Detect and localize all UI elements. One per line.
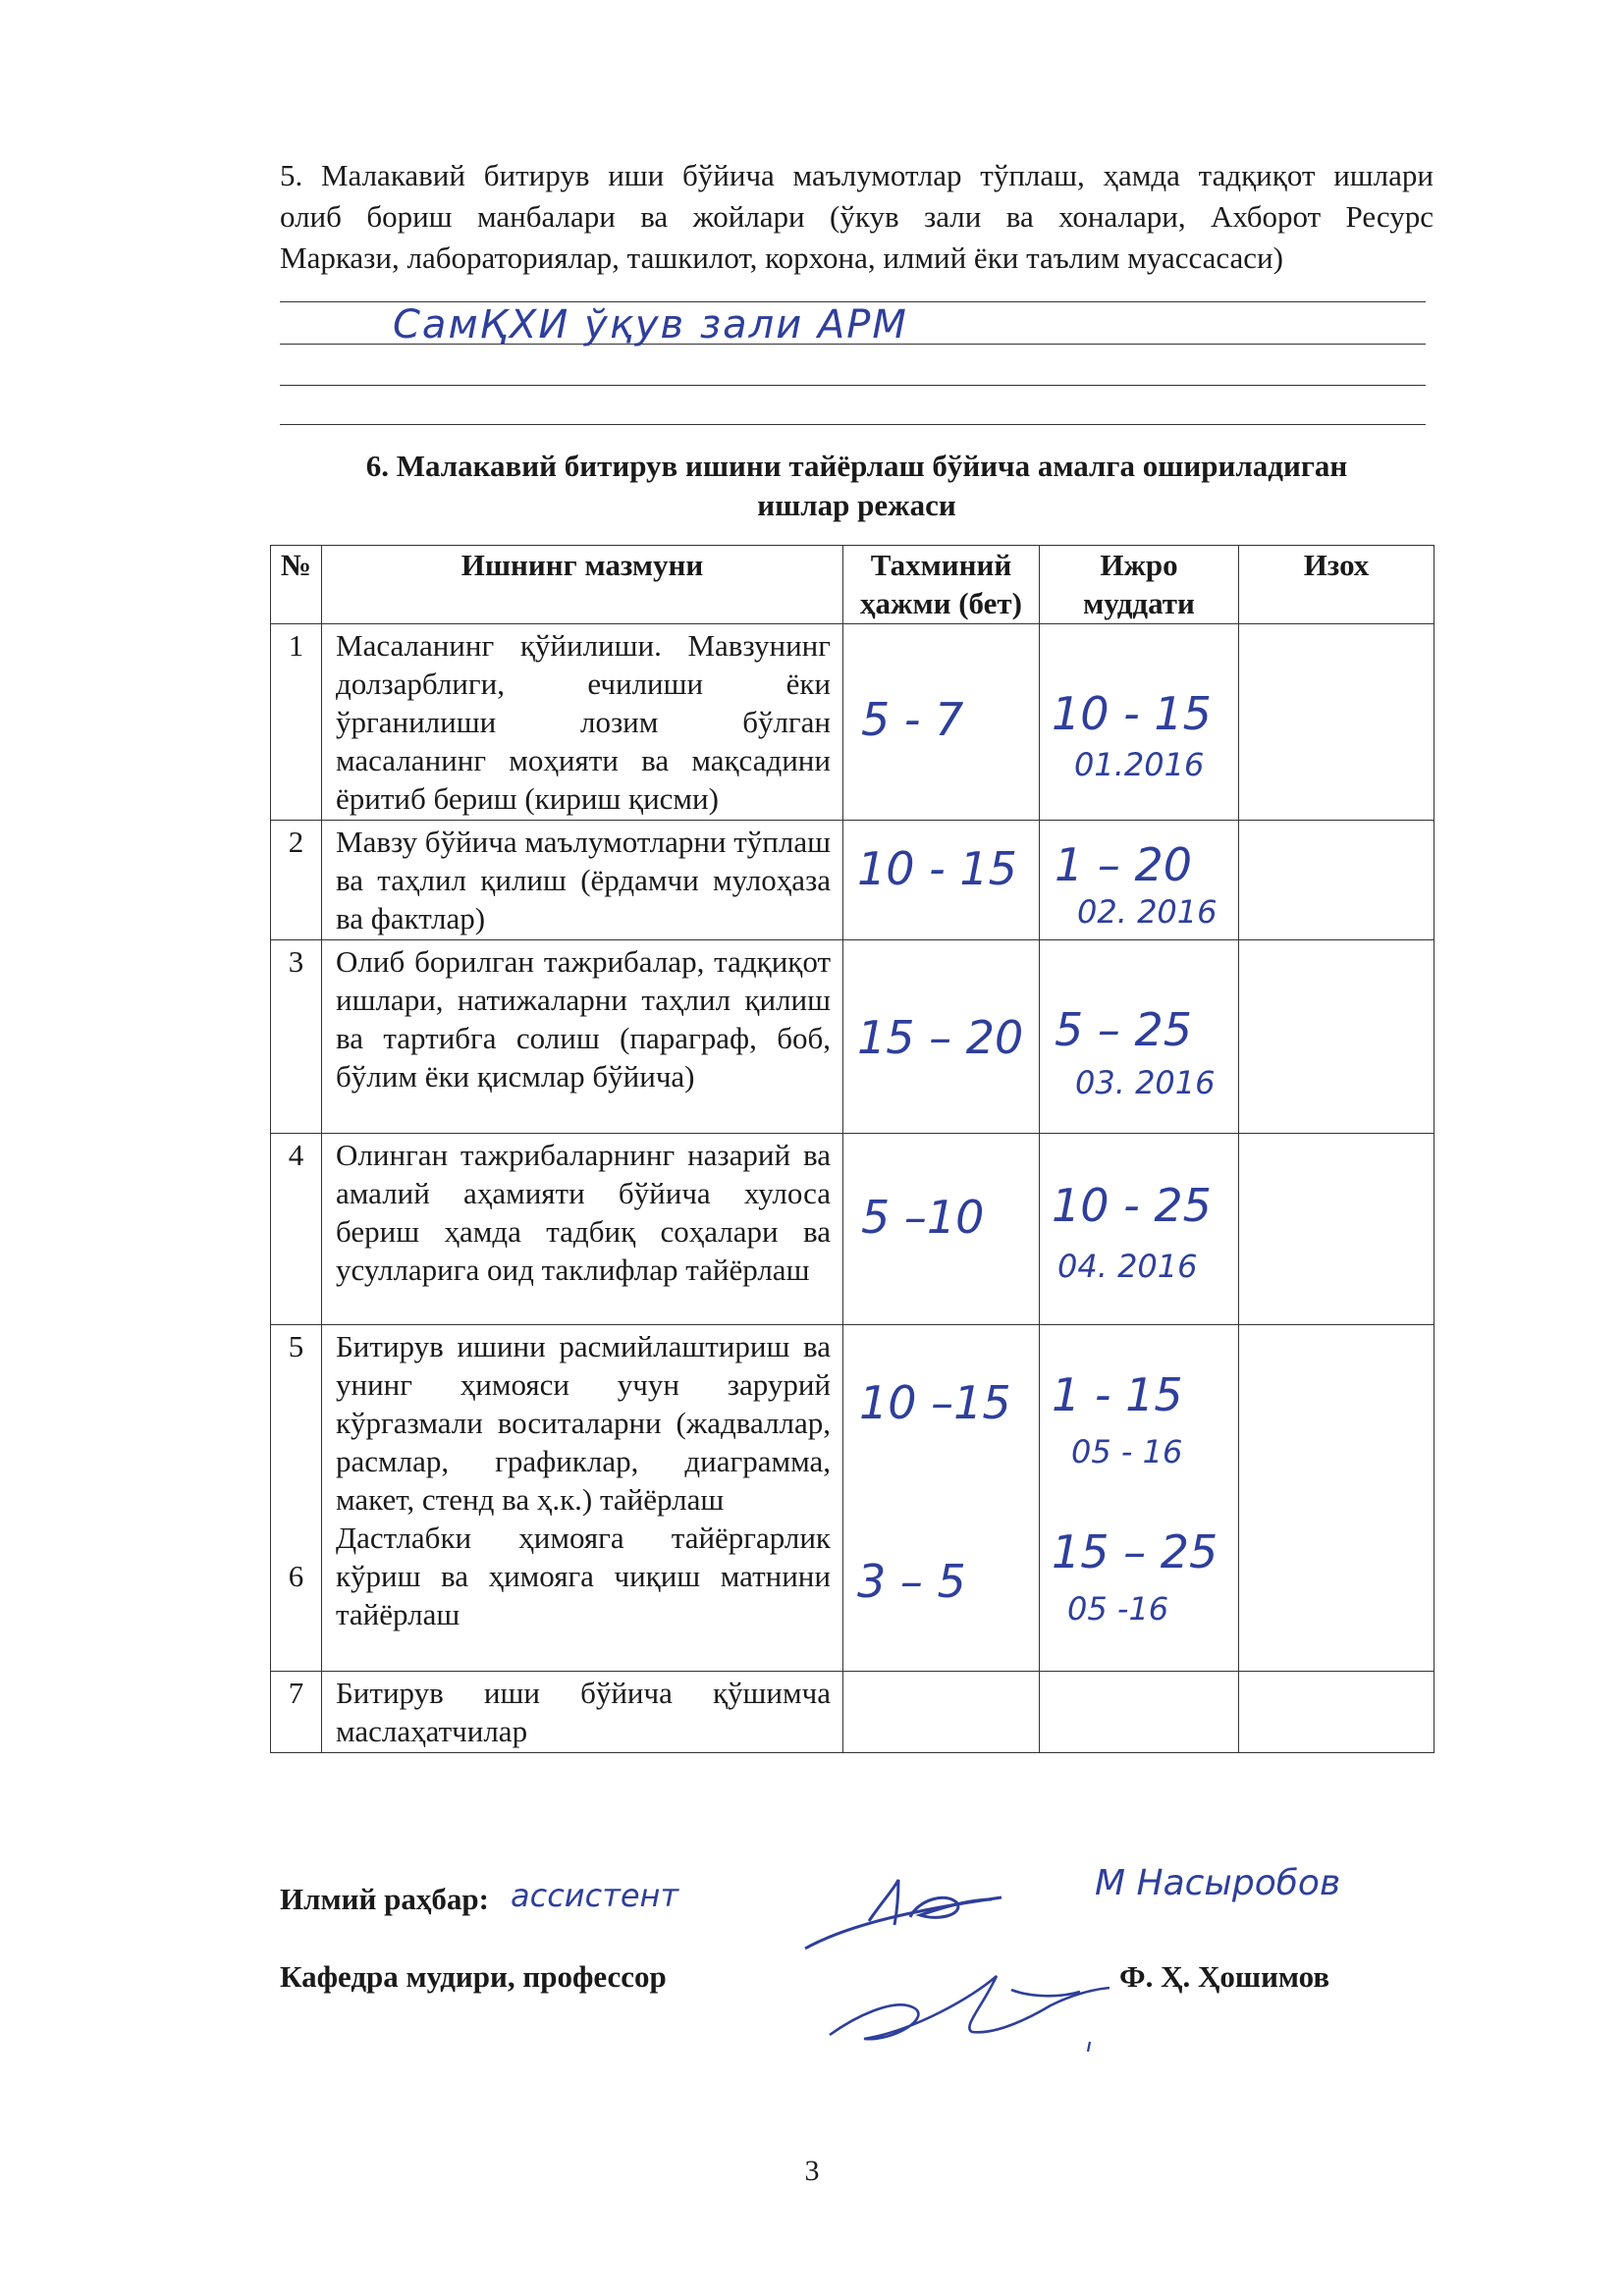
volume-handwritten: 15 – 20 bbox=[857, 1011, 1024, 1064]
head-label: Кафедра мудири, профессор bbox=[280, 1959, 667, 1994]
table-row bbox=[271, 1325, 1435, 1672]
header-note: Изох bbox=[1239, 546, 1435, 624]
row-volume bbox=[843, 1325, 1040, 1672]
row-num: 4 bbox=[271, 1134, 322, 1325]
deadline-range-handwritten: 1 – 20 bbox=[1055, 838, 1193, 891]
volume-handwritten-5: 10 –15 bbox=[859, 1376, 1011, 1429]
supervisor-label: Илмий раҳбар: bbox=[280, 1882, 489, 1916]
row-note bbox=[1239, 1325, 1435, 1672]
section-5-line: олиб бориш манбалари ва жойлари (ўкув зали ва хоналари, Ахборот Ресурс bbox=[280, 199, 1434, 234]
table-row bbox=[271, 940, 1435, 1134]
header-content: Ишнинг мазмуни bbox=[322, 546, 843, 624]
deadline-month-handwritten: 03. 2016 bbox=[1075, 1064, 1216, 1101]
row-deadline bbox=[1040, 1325, 1239, 1672]
row-deadline bbox=[1040, 624, 1239, 821]
row-deadline bbox=[1040, 821, 1239, 940]
header-volume bbox=[843, 546, 1040, 624]
row-deadline bbox=[1040, 1134, 1239, 1325]
head-signature bbox=[825, 1949, 1119, 2056]
deadline-range-handwritten: 10 - 25 bbox=[1052, 1179, 1212, 1232]
table-row bbox=[271, 1134, 1435, 1325]
supervisor-signature bbox=[800, 1870, 1016, 1958]
deadline-month-handwritten-6: 05 -16 bbox=[1067, 1590, 1169, 1628]
row-note bbox=[1239, 940, 1435, 1134]
row-num bbox=[271, 1325, 322, 1672]
deadline-month-handwritten: 01.2016 bbox=[1074, 746, 1205, 783]
row-text bbox=[322, 1325, 843, 1672]
supervisor-name-handwritten: М Насыробов bbox=[1095, 1863, 1341, 1903]
header-volume-line: Тахминий bbox=[870, 548, 1012, 582]
row-num: 2 bbox=[271, 821, 322, 940]
header-num: № bbox=[271, 546, 322, 624]
row-text: Битирув иши бўйича қўшимча маслаҳатчилар bbox=[322, 1672, 843, 1753]
row-text: Олиб борилган тажрибалар, тадқиқот ишлари, натижаларни таҳлил қилиш ва тартибга солиш (параграф, боб, бўлим ёки қисмлар бўйича) bbox=[322, 940, 843, 1134]
section-5-text bbox=[280, 155, 1434, 279]
row-note bbox=[1239, 821, 1435, 940]
row-volume bbox=[843, 1134, 1040, 1325]
row-num: 1 bbox=[271, 624, 322, 821]
handwritten-answer: СамҚХИ ўқув зали АРМ bbox=[393, 302, 908, 347]
deadline-month-handwritten: 04. 2016 bbox=[1057, 1248, 1198, 1285]
volume-handwritten: 5 - 7 bbox=[861, 693, 964, 746]
row-text-6: Дастлабки ҳимояга тайёргарлик кўриш ва ҳимояга чиқиш матнини тайёрлаш bbox=[336, 1521, 831, 1631]
row-note bbox=[1239, 1134, 1435, 1325]
row-volume bbox=[843, 940, 1040, 1134]
header-deadline-line: Ижро bbox=[1100, 548, 1178, 582]
deadline-month-handwritten-5: 05 - 16 bbox=[1071, 1433, 1183, 1470]
row-text: Масаланинг қўйилиши. Мавзунинг долзарблиги, ечилиши ёки ўрганилиши лозим бўлган масаланинг моҳияти ва мақсадини ёритиб бериш (кириш қисми) bbox=[322, 624, 843, 821]
row-volume bbox=[843, 1672, 1040, 1753]
header-deadline bbox=[1040, 546, 1239, 624]
answer-line bbox=[280, 424, 1426, 425]
deadline-range-handwritten-6: 15 – 25 bbox=[1052, 1525, 1218, 1578]
row-num-5: 5 bbox=[288, 1329, 304, 1363]
section-6-title bbox=[280, 447, 1434, 525]
section-5-line: 5. Малакавий битирув иши бўйича маълумотлар тўплаш, ҳамда тадқиқот ишлари bbox=[280, 158, 1434, 192]
deadline-range-handwritten: 5 – 25 bbox=[1055, 1003, 1193, 1056]
table-header-row bbox=[271, 546, 1435, 624]
section-6-title-line: 6. Малакавий битирув ишини тайёрлаш бўйича амалга ошириладиган bbox=[365, 449, 1348, 483]
header-volume-line: ҳажми (бет) bbox=[860, 586, 1022, 620]
row-volume bbox=[843, 821, 1040, 940]
head-name: Ф. Ҳ. Ҳошимов bbox=[1119, 1959, 1330, 1994]
deadline-month-handwritten: 02. 2016 bbox=[1077, 893, 1218, 931]
work-plan-table bbox=[270, 545, 1435, 1753]
row-deadline bbox=[1040, 1672, 1239, 1753]
section-5-line: Маркази, лабораториялар, ташкилот, корхона, илмий ёки таълим муассасаси) bbox=[280, 240, 1283, 275]
row-num-6: 6 bbox=[288, 1559, 304, 1593]
row-text-5: Битирув ишини расмийлаштириш ва унинг ҳимояси учун зарурий кўргазмали воситаларни (жадваллар, расмлар, графиклар, диаграмма, макет, стенд ва ҳ.к.) тайёрлаш bbox=[336, 1329, 831, 1517]
deadline-range-handwritten: 10 - 15 bbox=[1052, 687, 1212, 740]
row-note bbox=[1239, 624, 1435, 821]
row-deadline bbox=[1040, 940, 1239, 1134]
deadline-range-handwritten-5: 1 - 15 bbox=[1052, 1368, 1183, 1421]
row-note bbox=[1239, 1672, 1435, 1753]
table-row bbox=[271, 624, 1435, 821]
row-num: 3 bbox=[271, 940, 322, 1134]
row-num: 7 bbox=[271, 1672, 322, 1753]
page-number: 3 bbox=[804, 2155, 820, 2187]
volume-handwritten: 5 –10 bbox=[861, 1191, 985, 1244]
answer-line bbox=[280, 385, 1426, 386]
table-row bbox=[271, 821, 1435, 940]
table-row bbox=[271, 1672, 1435, 1753]
header-deadline-line: муддати bbox=[1083, 586, 1195, 620]
row-text: Мавзу бўйича маълумотларни тўплаш ва таҳлил қилиш (ёрдамчи мулоҳаза ва фактлар) bbox=[322, 821, 843, 940]
supervisor-position-handwritten: ассистент bbox=[511, 1877, 679, 1914]
row-text: Олинган тажрибаларнинг назарий ва амалий аҳамияти бўйича хулоса бериш ҳамда тадбиқ соҳалари ва усулларига оид таклифлар тайёрлаш bbox=[322, 1134, 843, 1325]
volume-handwritten: 10 - 15 bbox=[857, 842, 1017, 895]
volume-handwritten-6: 3 – 5 bbox=[857, 1555, 966, 1608]
section-6-title-line: ишлар режаси bbox=[757, 488, 956, 522]
row-volume bbox=[843, 624, 1040, 821]
